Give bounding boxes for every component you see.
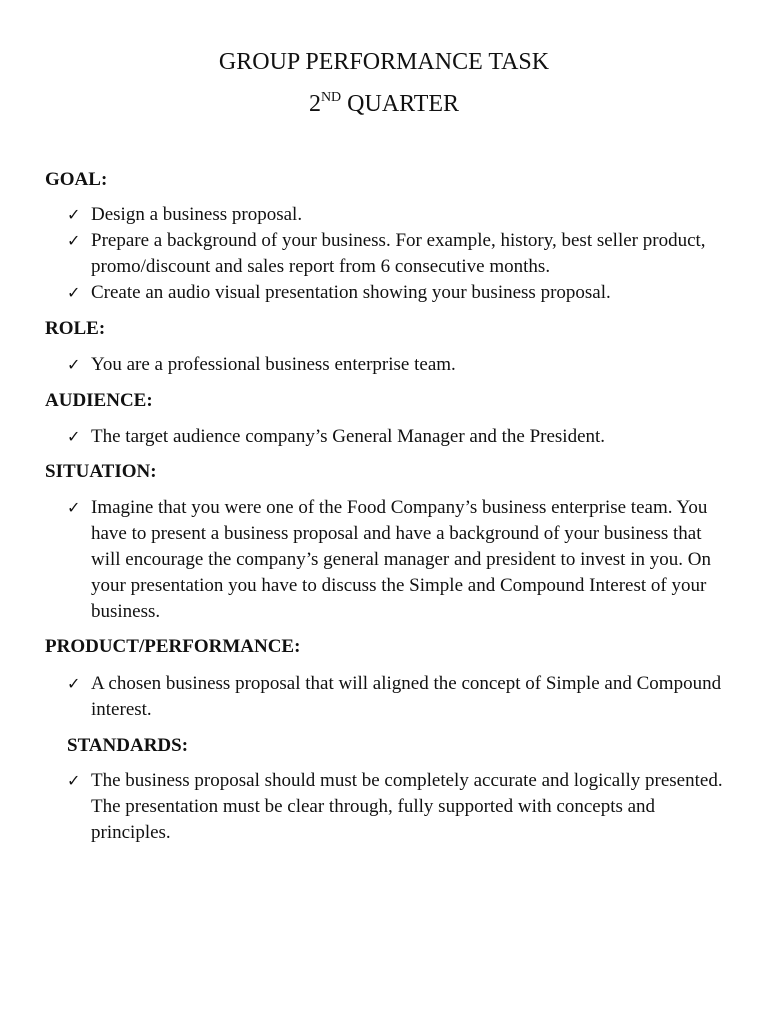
standards-list [67,768,727,846]
check-icon: ✓ [67,498,81,517]
goal-item [67,228,727,280]
goal-list [67,202,727,306]
audience-item [67,424,727,450]
quarter-label: QUARTER [341,91,460,117]
role-item [67,352,727,378]
document-subtitle [0,90,768,122]
role-item-text: You are a professional business enterprise team. [91,354,456,375]
check-icon: ✓ [67,205,81,224]
check-icon: ✓ [67,231,81,250]
audience-list [67,424,727,450]
audience-heading: AUDIENCE: [45,390,153,411]
situation-item [67,495,727,625]
product-performance-list [67,671,727,723]
product-performance-heading: PRODUCT/PERFORMANCE: [45,636,301,657]
goal-item [67,280,727,306]
standards-item-text: The business proposal should must be completely accurate and logically presented. The presentation must be clear through, fully supported with concepts and principles. [91,770,723,843]
situation-item-text: Imagine that you were one of the Food Company’s business enterprise team. You have to present a business proposal and have a background of your business that will encourage the company’s general manager and president to invest in you. On your presentation you have to discuss the Simple and Compound Interest of your business. [91,497,711,622]
check-icon: ✓ [67,283,81,302]
document-title: GROUP PERFORMANCE TASK [218,49,550,75]
audience-item-text: The target audience company’s General Manager and the President. [91,426,606,447]
situation-list [67,495,727,625]
role-heading: ROLE: [45,318,106,339]
product-performance-item-text: A chosen business proposal that will aligned the concept of Simple and Compound interest. [91,673,722,720]
quarter-number: 2 [308,91,321,117]
quarter-ordinal-suffix: ND [320,90,342,105]
check-icon: ✓ [67,427,81,446]
goal-item [67,202,727,228]
check-icon: ✓ [67,355,81,374]
check-icon: ✓ [67,674,81,693]
goal-heading: GOAL: [45,169,108,190]
role-list [67,352,727,378]
goal-item-text: Prepare a background of your business. For example, history, best seller product, promo/discount and sales report from 6 consecutive months. [91,230,706,277]
goal-item-text: Design a business proposal. [91,204,303,225]
standards-heading: STANDARDS: [67,735,189,756]
goal-item-text: Create an audio visual presentation showing your business proposal. [91,282,611,303]
check-icon: ✓ [67,771,81,790]
standards-item [67,768,727,846]
product-performance-item [67,671,727,723]
situation-heading: SITUATION: [45,461,157,482]
